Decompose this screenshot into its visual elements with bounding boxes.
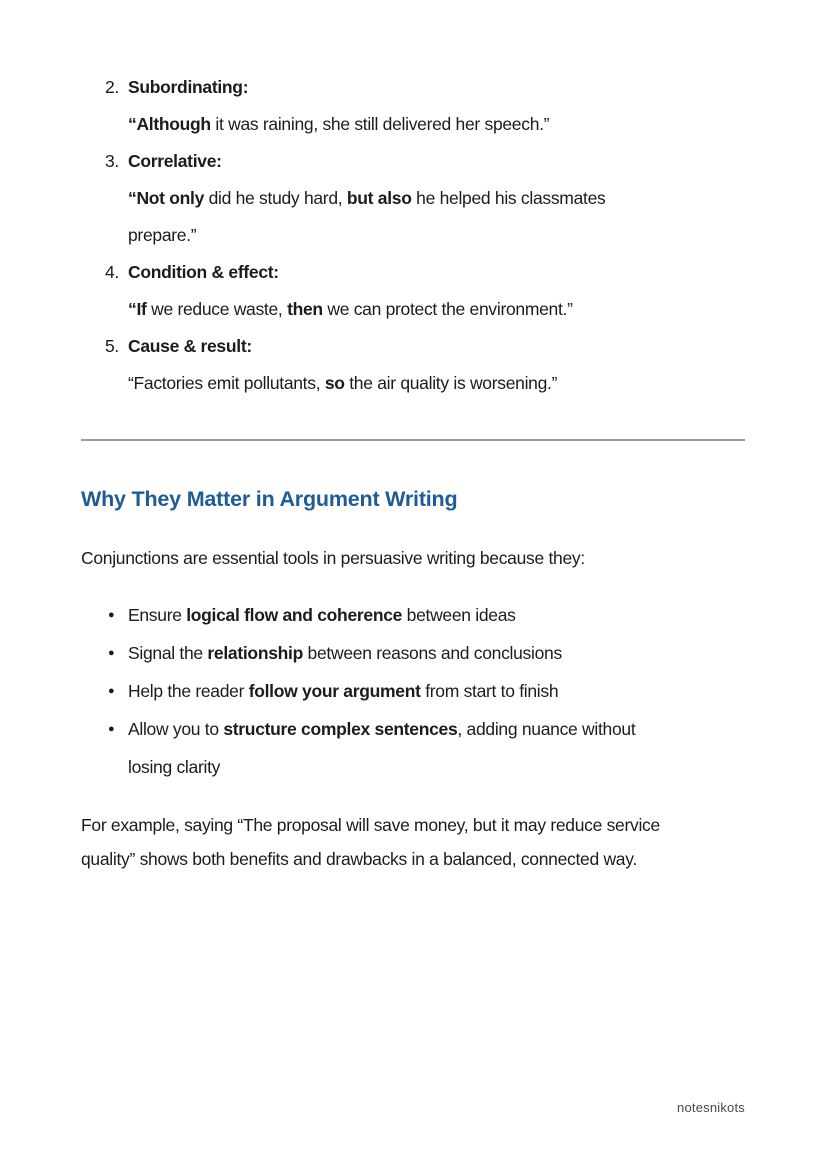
list-item-head (105, 328, 745, 365)
item-quote: “Not only did he study hard, but also he helped his classmates prepare.” (128, 188, 606, 245)
conjunction-types-list (81, 69, 745, 402)
section-heading: Why They Matter in Argument Writing (81, 487, 458, 511)
list-item (81, 143, 745, 254)
bullet-icon: ● (108, 685, 115, 697)
example-paragraph: For example, saying “The proposal will save money, but it may reduce service quality” shows both benefits and drawbacks in a balanced, connected way. (81, 815, 660, 869)
footer-brand: notesnikots (677, 1100, 745, 1115)
item-quote: “Factories emit pollutants, so the air quality is worsening.” (128, 373, 558, 393)
item-label: Correlative: (128, 151, 222, 171)
list-item (81, 69, 745, 143)
bullet-item (108, 596, 745, 634)
bullet-item (108, 710, 745, 786)
item-label: Subordinating: (128, 77, 249, 97)
intro-paragraph: Conjunctions are essential tools in persuasive writing because they: (81, 548, 585, 568)
list-item (81, 328, 745, 402)
bullet-item (108, 672, 745, 710)
list-item-head (105, 143, 745, 180)
bullet-text: Help the reader follow your argument from start to finish (128, 681, 559, 701)
bullet-icon: ● (108, 609, 115, 621)
item-number: 5. (105, 336, 119, 356)
list-item-head (105, 254, 745, 291)
bullet-text: Signal the relationship between reasons and conclusions (128, 643, 562, 663)
item-quote: “If we reduce waste, then we can protect the environment.” (128, 299, 573, 319)
bullet-text: Ensure logical flow and coherence between ideas (128, 605, 516, 625)
list-item-head (105, 69, 745, 106)
item-number: 4. (105, 262, 119, 282)
list-item (81, 254, 745, 328)
bullet-item (108, 634, 745, 672)
bullet-icon: ● (108, 723, 115, 735)
bullet-icon: ● (108, 647, 115, 659)
benefits-bullet-list (81, 596, 745, 786)
bullet-text: Allow you to structure complex sentences, adding nuance without losing clarity (128, 719, 636, 777)
item-label: Cause & result: (128, 336, 252, 356)
item-number: 2. (105, 77, 119, 97)
item-label: Condition & effect: (128, 262, 279, 282)
item-number: 3. (105, 151, 119, 171)
item-quote: “Although it was raining, she still delivered her speech.” (128, 114, 550, 134)
section-divider (81, 439, 745, 441)
